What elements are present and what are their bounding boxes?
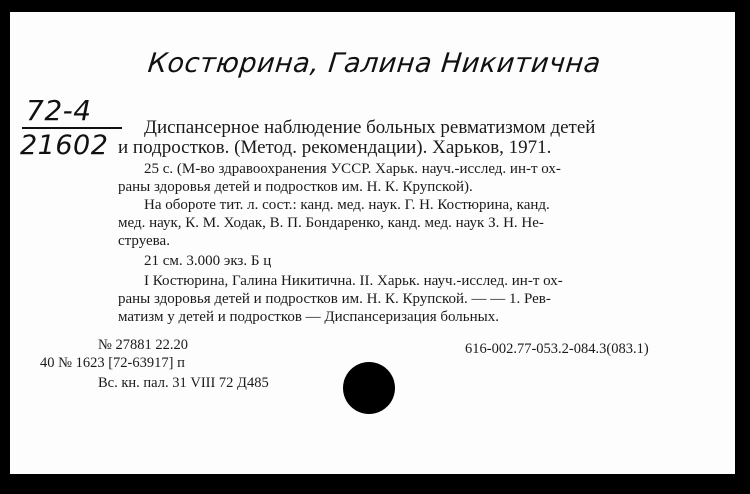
catalog-card [10,12,735,474]
description-line-3: На обороте тит. л. сост.: канд. мед. наук. Г. Н. Костюрина, канд. [144,197,550,213]
udc-code: 616-002.77-053.2-084.3(083.1) [465,341,649,357]
description-line-1: 25 с. (М-во здравоохранения УССР. Харьк. науч.-исслед. ин-т ох- [144,161,561,177]
order-line: 40 № 1623 [72-63917] п [40,355,185,371]
description-line-2: раны здоровья детей и подростков им. Н. К. Крупской). [118,179,473,195]
title-line-1: Диспансерное наблюдение больных ревматизмом детей [144,117,596,138]
shelfmark-divider [22,127,122,129]
registry-line: Вс. кн. пал. 31 VIII 72 Д485 [98,375,269,391]
shelfmark-bottom: 21602 [20,130,109,161]
entries-line-2: раны здоровья детей и подростков им. Н. К. Крупской. — — 1. Рев- [118,291,551,307]
record-number: № 27881 22.20 [98,337,188,353]
card-punch-hole [343,362,395,414]
handwritten-author: Костюрина, Галина Никитична [146,48,603,79]
description-line-6: 21 см. 3.000 экз. Б ц [144,253,272,269]
description-line-4: мед. наук, К. М. Ходак, В. П. Бондаренко, канд. мед. наук З. Н. Не- [118,215,544,231]
description-line-5: струева. [118,233,170,249]
title-line-2: и подростков. (Метод. рекомендации). Харьков, 1971. [118,137,552,158]
entries-line-1: I Костюрина, Галина Никитична. II. Харьк. науч.-исслед. ин-т ох- [144,273,563,289]
entries-line-3: матизм у детей и подростков — Диспансеризация больных. [118,309,499,325]
shelfmark-top: 72-4 [26,94,92,127]
